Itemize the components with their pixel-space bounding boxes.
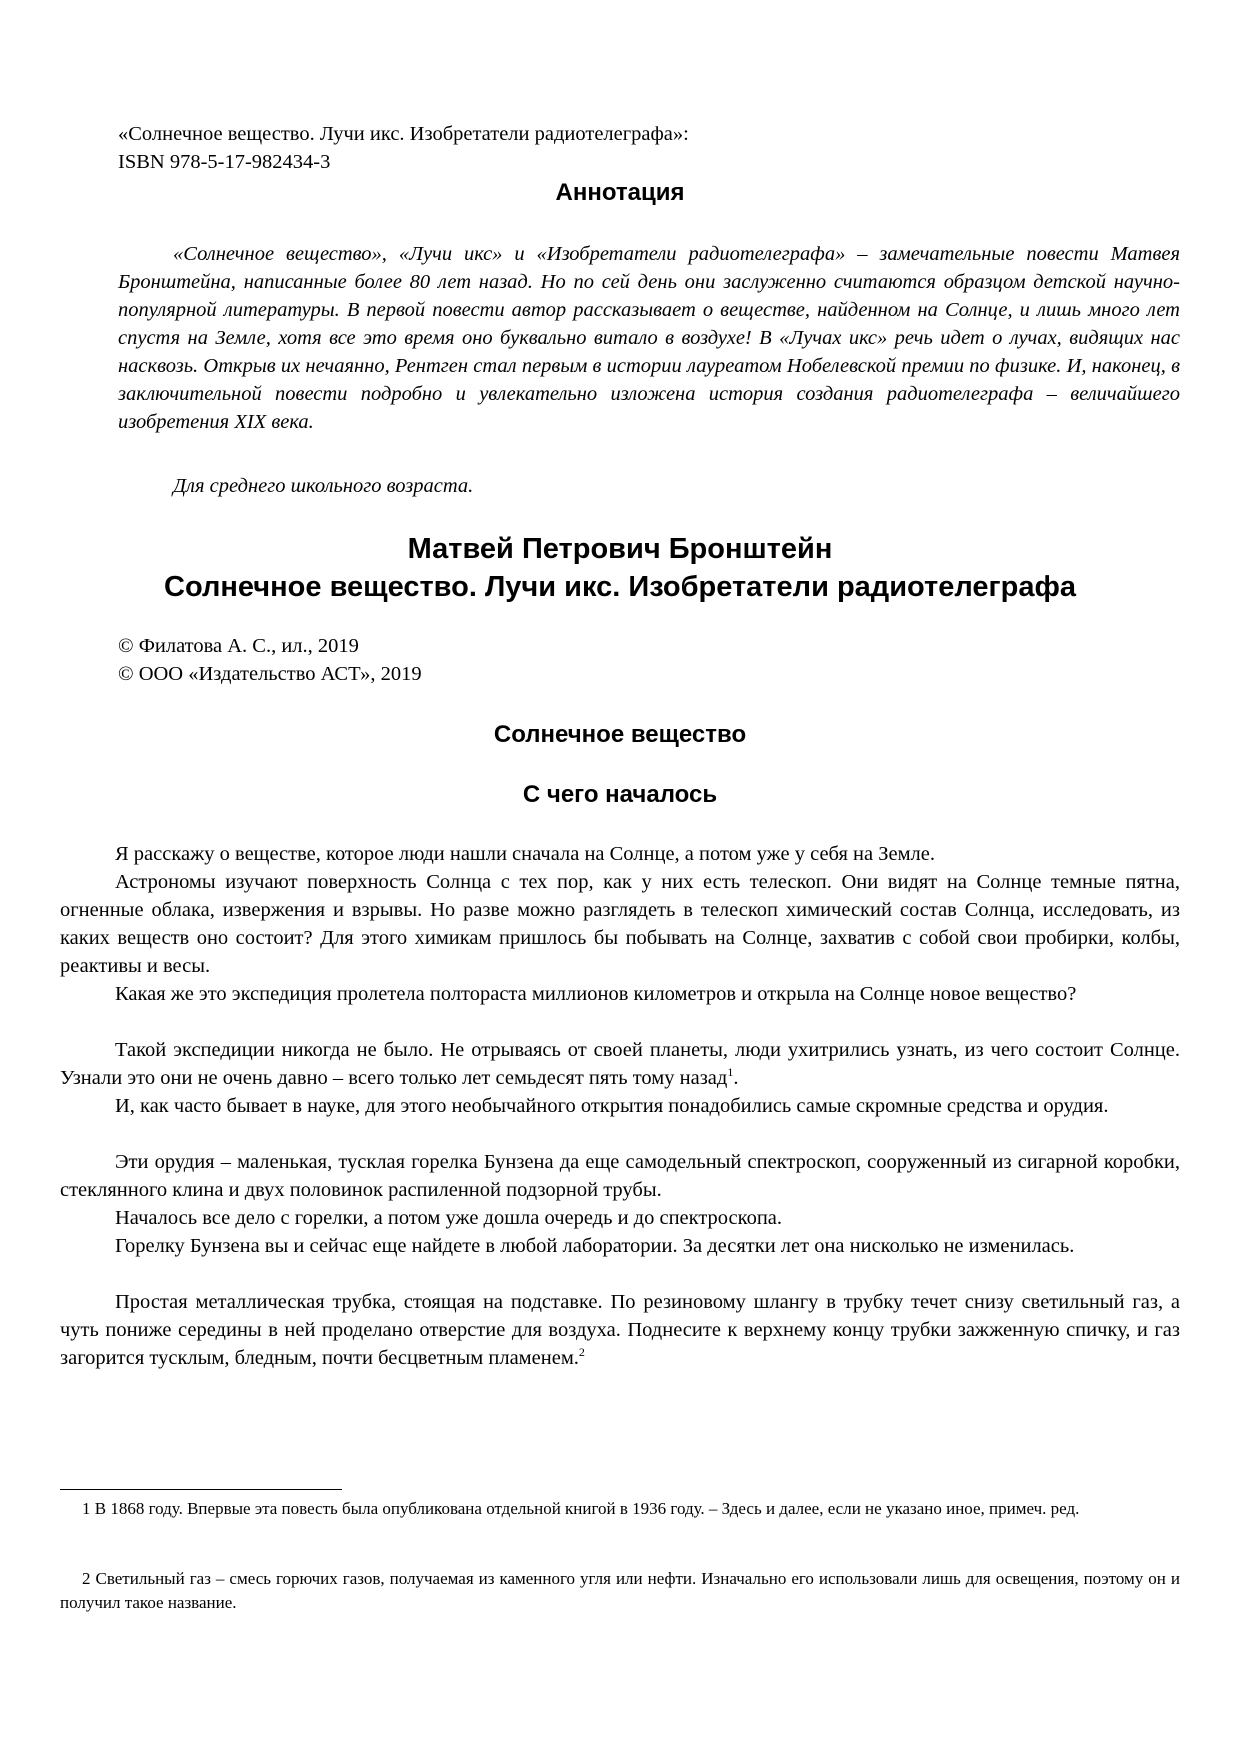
book-author: Матвей Петрович Бронштейн [407,533,833,565]
book-title: Солнечное вещество. Лучи икс. Изобретатели радиотелеграфа [164,571,1076,603]
paragraph-4 [60,1036,1180,1092]
footnote-ref-2: 2 [578,1345,585,1359]
story-title: Солнечное вещество [493,721,747,748]
footnote-ref-1: 1 [727,1065,734,1079]
chapter-title: С чего началось [522,781,718,808]
copyright-illustrations: © Филатова А. С., ил., 2019 [118,635,359,657]
paragraph-9-text: Простая металлическая трубка, стоящая на подставке. По резиновому шлангу в трубку течет снизу светильный газ, а чуть пониже середины в ней проделано отверстие для воздуха. Поднесите к верхнему концу трубки зажженную спичку, и газ загорится тусклым, бледным, почти бесцветным пламенем. [60,1291,1180,1369]
paragraph-2: Астрономы изучают поверхность Солнца с тех пор, как у них есть телескоп. Они видят на Солнце темные пятна, огненные облака, извержения и взрывы. Но разве можно разглядеть в телескоп химический состав Солнца, исследовать, из каких веществ оно состоит? Для этого химикам пришлось бы побывать на Солнце, захватив с собой свои пробирки, колбы, реактивы и весы. [60,871,1180,977]
paragraph-3: Какая же это экспедиция пролетела полтораста миллионов километров и открыла на Солнце новое вещество? [115,983,1077,1005]
footnote-1: 1 В 1868 году. Впервые эта повесть была опубликована отдельной книгой в 1936 году. – Здесь и далее, если не указано иное, примеч. ред. [82,1499,1080,1518]
isbn: ISBN 978-5-17-982434-3 [118,151,331,173]
footnote-2: 2 Светильный газ – смесь горючих газов, получаемая из каменного угля или нефти. Изначально его использовали лишь для освещения, поэтому он и получил такое название. [60,1569,1180,1612]
annotation-audience: Для среднего школьного возраста. [173,475,474,497]
paragraph-7: Началось все дело с горелки, а потом уже дошла очередь и до спектроскопа. [115,1207,783,1229]
footnote-divider [60,1489,342,1490]
paragraph-6: Эти орудия – маленькая, тусклая горелка Бунзена да еще самодельный спектроскоп, сооруженный из сигарной коробки, стеклянного клина и двух половинок распиленной подзорной трубы. [60,1151,1180,1201]
paragraph-4-period: . [733,1067,739,1089]
paragraph-1: Я расскажу о веществе, которое люди нашли сначала на Солнце, а потом уже у себя на Земле. [115,843,936,865]
paragraph-5: И, как часто бывает в науке, для этого необычайного открытия понадобились самые скромные средства и орудия. [115,1095,1109,1117]
paragraph-9 [60,1288,1180,1372]
paragraph-8: Горелку Бунзена вы и сейчас еще найдете в любой лаборатории. За десятки лет она нисколько не изменилась. [115,1235,1075,1257]
annotation-paragraph: «Солнечное вещество», «Лучи икс» и «Изобретатели радиотелеграфа» – замечательные повести Матвея Бронштейна, написанные более 80 лет назад. Но по сей день они заслуженно считаются образцом детской научно-популярной литературы. В первой повести автор рассказывает о веществе, найденном на Солнце, и лишь много лет спустя на Земле, хотя все это время оно буквально витало в воздухе! В «Лучах икс» речь идет о лучах, видящих нас насквозь. Открыв их нечаянно, Рентген стал первым в истории лауреатом Нобелевской премии по физике. И, наконец, в заключительной повести подробно и увлекательно изложена история создания радиотелеграфа – величайшего изобретения XIX века. [118,243,1180,433]
paragraph-4-text: Такой экспедиции никогда не было. Не отрываясь от своей планеты, люди ухитрились узнать, из чего состоит Солнце. Узнали это они не очень давно – всего только лет семьдесят пять тому назад [60,1039,1180,1089]
book-title-line: «Солнечное вещество. Лучи икс. Изобретатели радиотелеграфа»: [118,123,689,145]
annotation-heading: Аннотация [555,179,685,206]
copyright-publisher: © ООО «Издательство АСТ», 2019 [118,663,422,685]
